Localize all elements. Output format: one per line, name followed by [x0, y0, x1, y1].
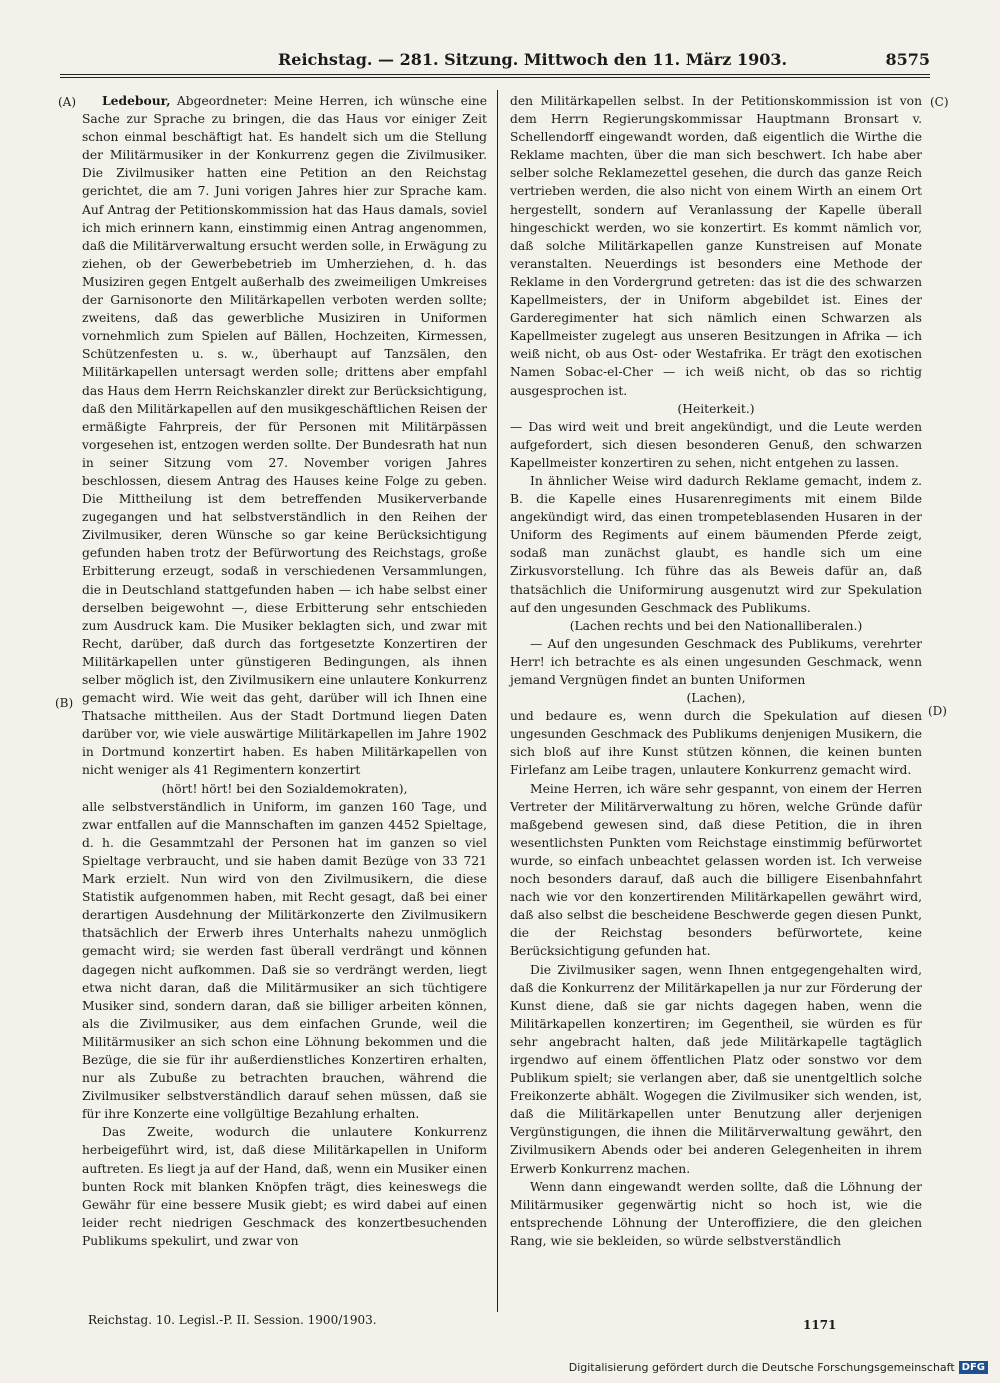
digitization-note — [569, 1361, 988, 1374]
margin-marker-c: (C) — [930, 95, 949, 109]
right-paragraph-3: In ähnlicher Weise wird dadurch Reklame gemacht, indem z. B. die Kapelle eines Husarenregiments mit einem Bilde angekündigt wird, das einen trompeteblasenden Husaren in der Uniform des Regiments auf einem bäumenden Pferde zeigt, sodaß man zunächst glaubt, es handle sich um eine Zirkusvorstellung. Ich führe das als Beweis dafür an, daß thatsächlich die Uniformirung ausgenutzt wird zur Spekulation auf den ungesunden Geschmack des Publikums. — [510, 473, 922, 615]
margin-marker-a: (A) — [58, 95, 77, 109]
right-paragraph-2: — Das wird weit und breit angekündigt, und die Leute werden aufgefordert, sich diesen besonderen Genuß, den schwarzen Kapellmeister konzertiren zu sehen, nicht entgehen zu lassen. — [510, 419, 922, 470]
right-interjection-1: (Heiterkeit.) — [677, 401, 755, 416]
page-number: 8575 — [885, 50, 930, 69]
column-divider — [497, 90, 498, 1312]
right-paragraph-8: Wenn dann eingewandt werden sollte, daß die Löhnung der Militärmusiker gegenwärtig nicht so hoch ist, wie die entsprechende Löhnung der Unteroffiziere, die den gleichen Rang, wie sie bekleiden, so würde selbstverständlich — [510, 1179, 922, 1248]
right-interjection-3: (Lachen), — [686, 691, 746, 706]
footer-sheet-number: 1171 — [803, 1318, 837, 1332]
left-paragraph-3: Das Zweite, wodurch die unlautere Konkurrenz herbeigeführt wird, ist, daß diese Militärkapellen in Uniform auftreten. Es liegt ja auf der Hand, daß, wenn ein Musiker einen bunten Rock mit blanken Knöpfen trägt, dies keineswegs die Gewähr für eine bessere Musik giebt; es wird dabei auf einen leider recht niedrigen Geschmack des konzertbesuchenden Publikums spekulirt, und zwar von — [82, 1125, 487, 1248]
right-paragraph-4: — Auf den ungesunden Geschmack des Publikums, verehrter Herr! ich betrachte es als einen ungesunden Geschmack, wenn jemand Vergnügen findet an bunten Uniformen — [510, 636, 922, 687]
header-rule-top — [60, 74, 930, 75]
right-paragraph-1: den Militärkapellen selbst. In der Petitionskommission ist von dem Herrn Regierungskommissar Hauptmann Bronsart v. Schellendorff eingewandt worden, daß eigentlich die Wirthe die Reklame machten, über die man sich beschwert. Ich habe aber selber solche Reklamezettel gesehen, die durch das ganze Reich vertrieben werden, die also nicht von einem Wirth an einem Ort hergestellt, sondern auf Veranlassung der Kapelle überall hingeschickt werden, wo sie konzertirt. Es kommt nämlich vor, daß solche Militärkapellen ganze Kunstreisen auf Monate veranstalten. Neuerdings ist besonders eine Methode der Reklame in den Vordergrund getreten: das ist die des schwarzen Kapellmeisters, der in Uniform abgebildet ist. Eines der Garderegimenter hat sich nämlich einen Schwarzen als Kapellmeister zugelegt aus unseren Besitzungen in Afrika — ich weiß nicht, ob aus Ost- oder Westafrika. Er trägt den exotischen Namen Sobac-el-Cher — ich weiß nicht, ob das so richtig ausgesprochen ist. — [510, 94, 922, 398]
right-interjection-2: (Lachen rechts und bei den Nationalliberalen.) — [569, 618, 863, 633]
right-paragraph-5: und bedaure es, wenn durch die Spekulation auf diesen ungesunden Geschmack des Publikums denjenigen Musikern, die sich bloß auf ihre Kunst stützen können, die keinen bunten Firlefanz am Leibe tragen, unlautere Konkurrenz gemacht wird. — [510, 709, 922, 778]
left-column — [82, 92, 487, 1250]
footer-session-info: Reichstag. 10. Legisl.-P. II. Session. 1900/1903. — [88, 1313, 377, 1327]
left-interjection-1: (hört! hört! bei den Sozialdemokraten), — [161, 781, 408, 796]
right-paragraph-7: Die Zivilmusiker sagen, wenn Ihnen entgegengehalten wird, daß die Konkurrenz der Militärkapellen ja nur zur Förderung der Kunst diene, daß sie gar nichts dagegen haben, wenn die Militärkapellen konzertiren; im Gegentheil, sie würden es für sehr angebracht halten, daß jede Militärkapelle tagtäglich irgendwo auf einem öffentlichen Platz oder sonstwo vor dem Publikum spielt; sie verlangen aber, daß sie unentgeltlich solche Freikonzerte abhält. Wogegen die Zivilmusiker sich wenden, ist, daß die Militärkapellen unter Benutzung aller derjenigen Vergünstigungen, die ihnen die Militärverwaltung gewährt, den Zivilmusikern Abends oder bei anderen Gelegenheiten in ihrem Erwerb Konkurrenz machen. — [510, 962, 922, 1176]
right-column — [510, 92, 922, 1250]
header-rule-bottom — [60, 77, 930, 78]
left-paragraph-2: alle selbstverständlich in Uniform, im ganzen 160 Tage, und zwar entfallen auf die Mannschaften im ganzen 4452 Spieltage, d. h. die Gesammtzahl der Personen hat im ganzen so viel Spieltage verbraucht, und sie haben damit Bezüge von 33 721 Mark erzielt. Nun wird von den Zivilmusikern, die diese Statistik aufgenommen haben, mit Recht gesagt, daß bei einer derartigen Ausdehnung der Militärkonzerte den Zivilmusikern thatsächlich der Erwerb ihres Unterhalts nahezu unmöglich gemacht wird; sie werden fast überall verdrängt und können dagegen nicht aufkommen. Daß sie so verdrängt werden, liegt etwa nicht daran, daß die Militärmusiker an sich tüchtigere Musiker sind, sondern daran, daß sie billiger arbeiten können, als die Zivilmusiker, aus dem einfachen Grunde, weil die Militärmusiker an sich schon eine Löhnung bekommen und die Bezüge, die sie für ihr außerdienstliches Konzertiren erhalten, nur als Zubuße zu betrachten brauchen, während die Zivilmusiker selbstverständlich darauf sehen müssen, daß sie für ihre Konzerte eine vollgültige Bezahlung erhalten. — [82, 799, 487, 1122]
page-header — [60, 48, 930, 74]
margin-marker-b: (B) — [55, 696, 74, 710]
digitization-text: Digitalisierung gefördert durch die Deutsche Forschungsgemeinschaft — [568, 1361, 955, 1374]
dfg-logo-icon: DFG — [959, 1361, 988, 1374]
speaker-name: Ledebour, — [102, 93, 171, 108]
margin-marker-d: (D) — [928, 704, 947, 718]
left-paragraph-1-text: Abgeordneter: Meine Herren, ich wünsche eine Sache zur Sprache zu bringen, die das Haus vor einiger Zeit schon einmal beschäftigt hat. Es handelt sich um die Stellung der Militärmusiker in der Konkurrenz gegen die Zivilmusiker. Die Zivilmusiker hatten eine Petition an den Reichstag gerichtet, die am 7. Juni vorigen Jahres hier zur Sprache kam. Auf Antrag der Petitionskommission hat das Haus damals, soviel ich mich erinnern kann, einstimmig einen Antrag angenommen, daß die Militärverwaltung ersucht werden solle, in Erwägung zu ziehen, ob der Gewerbebetrieb im Umherziehen, d. h. das Musiziren gegen Entgelt außerhalb des zweimeiligen Umkreises der Garnisonorte den Militärkapellen verboten werden sollte; zweitens, daß das gewerbliche Musiziren in Uniformen vornehmlich zum Spielen auf Bällen, Hochzeiten, Kirmessen, Schützenfesten u. s. w., überhaupt auf Tanzsälen, den Militärkapellen untersagt werden solle; drittens aber empfahl das Haus dem Herrn Reichskanzler direkt zur Berücksichtigung, daß den Militärkapellen auf den musikgeschäftlichen Reisen der ermäßigte Fahrpreis, der für Personen mit Militärpässen vorgesehen ist, entzogen werden sollte. Der Bundesrath hat nun in seiner Sitzung vom 27. November vorigen Jahres beschlossen, diesem Antrag des Hauses keine Folge zu geben. Die Mittheilung ist dem betreffenden Musikerverbande zugegangen und hat selbstverständlich in den Reihen der Zivilmusiker, deren Wünsche so gar keine Berücksichtigung gefunden haben trotz der Befürwortung des Reichstags, große Erbitterung erzeugt, sodaß in verschiedenen Versammlungen, die in Deutschland stattgefunden haben — ich habe selbst einer derselben beigewohnt —, diese Erbitterung sehr entschieden zum Ausdruck kam. Die Musiker beklagten sich, und zwar mit Recht, darüber, daß durch das fortgesetzte Konzertiren der Militärkapellen unter günstigeren Bedingungen, als ihnen selber möglich ist, den Zivilmusikern eine unlautere Konkurrenz gemacht wird. Wie weit das geht, darüber will ich Ihnen eine Thatsache mittheilen. Aus der Stadt Dortmund liegen Daten darüber vor, wie viele auswärtige Militärkapellen im Jahre 1902 in Dortmund konzertirt haben. Es haben Militärkapellen von nicht weniger als 41 Regimentern konzertirt — [82, 94, 487, 778]
running-header: Reichstag. — 281. Sitzung. Mittwoch den 11. März 1903. — [278, 50, 788, 69]
left-paragraph-1 — [82, 92, 487, 780]
right-paragraph-6: Meine Herren, ich wäre sehr gespannt, von einem der Herren Vertreter der Militärverwaltung zu hören, welche Gründe dafür maßgebend gewesen sind, daß diese Petition, die in ihren wesentlichsten Punkten vom Reichstage einstimmig befürwortet wurde, so einfach unbeachtet gelassen worden ist. Ich verweise noch besonders darauf, daß auch die billigere Eisenbahnfahrt nach wie vor den konzertirenden Militärkapellen gewährt wird, daß also selbst die bescheidene Beschwerde gegen diesen Punkt, die der Reichstag besonders befürwortete, keine Berücksichtigung gefunden hat. — [510, 781, 922, 959]
